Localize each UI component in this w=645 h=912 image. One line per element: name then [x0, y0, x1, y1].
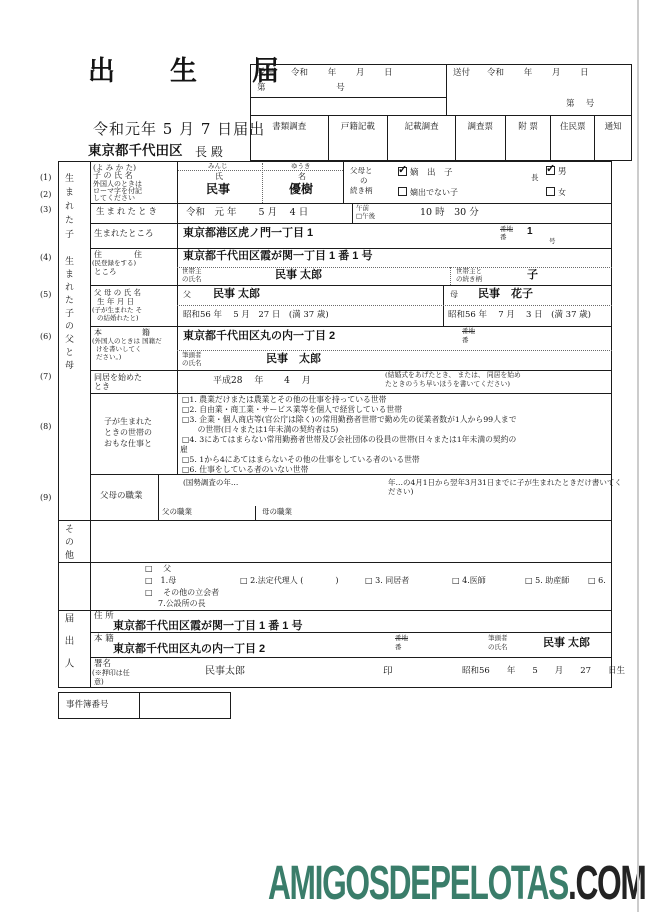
honseki-label-4: ださい。) — [96, 353, 122, 361]
job-divider — [255, 506, 256, 520]
send-date-line: 送付 令和 年 月 日 — [453, 68, 589, 78]
row-line — [90, 474, 612, 475]
born-date-value[interactable]: 令和 元 年 5 月 4 日 — [186, 207, 309, 218]
stamp-entry-check: 記載調査 — [388, 116, 456, 160]
label-column-line-job — [158, 474, 159, 520]
job-label: 父母の職業 — [100, 491, 143, 501]
band-notifier: 届出人 — [62, 613, 74, 681]
row-line — [90, 285, 612, 286]
receipt-date-line: 受理 令和 年 月 日 — [257, 68, 393, 78]
relation-label-1: 父母と — [350, 166, 373, 175]
work-option-4[interactable]: □4. 3にあてはまらない常用勤務者世帯及び会社団体の役員の世帯(日々または1年未満の契約の — [182, 435, 517, 444]
notifier-banchi-struck: 番地 — [395, 634, 408, 642]
cohabit-label-1: 同居を始めた — [94, 373, 142, 382]
margin-number-3: (3) — [40, 205, 52, 214]
honseki-banchi-struck: 番地 — [462, 327, 475, 335]
stamp-notice: 通知 — [604, 122, 622, 132]
margin-number-1: (1) — [40, 173, 52, 182]
margin-number-2: (2) — [40, 190, 52, 199]
notifier-hittousha-label-1: 筆頭者 — [488, 634, 508, 642]
label-column-line — [177, 161, 178, 474]
margin-number-5: (5) — [40, 290, 52, 299]
surname-furigana: みんじ — [208, 162, 228, 170]
banchi-struck: 番地 — [500, 225, 513, 233]
cohabit-note-1: (結婚式をあげたとき、 または、 同居を始め — [385, 371, 521, 379]
checkbox-male-label: 男 — [558, 167, 567, 177]
band-child-parents: 生まれた子の父と母 — [63, 256, 73, 373]
work-option-4-wrap: 雇 — [180, 445, 188, 454]
father-name-value[interactable]: 民事 太郎 — [213, 288, 261, 300]
margin-number-9: (9) — [40, 493, 52, 502]
stamp-document-check: 書類調査 — [251, 116, 329, 160]
filing-date: 令和元年 5 月 7 日届出 — [93, 120, 266, 138]
notifier-honseki-value[interactable]: 東京都千代田区丸の内一丁目 2 — [113, 643, 266, 655]
row-line — [90, 203, 612, 204]
surname-header: 氏 — [215, 172, 223, 181]
relation-label-2: の — [360, 176, 368, 185]
name-label-yomikata: (よ み か た) — [93, 163, 137, 172]
surname-value[interactable]: 民事 — [206, 182, 231, 196]
witness-doctor-option[interactable]: □ 4.医師 — [452, 576, 486, 585]
relation-column-line — [343, 161, 344, 203]
row-line — [58, 562, 612, 563]
work-option-3[interactable]: □3. 企業・個人商店等(官公庁は除く)の常用勤務者世帯で勤め先の従業者数が1人から99人まで — [182, 415, 517, 424]
time-column-line — [352, 203, 353, 223]
address-value[interactable]: 東京都千代田区霞が関一丁目 1 番 1 号 — [183, 250, 373, 262]
ban-label: 番 — [500, 233, 507, 241]
givenname-furigana: ゆうき — [291, 162, 311, 170]
name-label-note1: 外国人のときは — [93, 180, 142, 188]
father-birthdate[interactable]: 昭和56 年 5 月 27 日 (満 37 歳) — [183, 310, 329, 320]
checkbox-female-label: 女 — [558, 188, 566, 197]
seal-label: 印 — [383, 666, 393, 677]
row-line — [90, 223, 612, 224]
receipt-empty-box — [250, 97, 447, 116]
margin-number-7: (7) — [40, 372, 52, 381]
work-option-2[interactable]: □2. 自由業・商工業・サービス業等を個人で経営している世帯 — [182, 405, 403, 414]
honseki-label-1: 本 籍 — [94, 328, 150, 337]
father-label: 父 — [183, 290, 191, 299]
born-where-value[interactable]: 東京都港区虎ノ門一丁目 1 — [183, 227, 314, 239]
relation-label-3: 続き柄 — [350, 186, 373, 195]
stamp-resident-record: 住民票 — [551, 116, 595, 160]
checkbox-legitimate-icon[interactable] — [398, 167, 407, 176]
householder-relation-label-1: 世帯主と — [456, 267, 482, 275]
work-option-1[interactable]: □1. 農業だけまたは農業とその他の仕事を持っている世帯 — [182, 395, 387, 404]
witness-other-attendant-option[interactable]: □ その他の立会者 — [145, 588, 220, 597]
checkbox-male[interactable] — [546, 166, 567, 177]
stamp-survey-slip: 調査票 — [456, 116, 506, 160]
job-note-right-2: ださい) — [388, 487, 414, 496]
witness-mother-option[interactable]: □ 1.母 — [145, 576, 177, 585]
born-where-label: 生まれたところ — [94, 229, 154, 239]
send-number-line: 第 号 — [566, 99, 595, 109]
pm-option[interactable]: □午後 — [356, 212, 376, 220]
name-cell-divider — [262, 163, 263, 203]
work-option-6[interactable]: □6. 仕事をしている者のいない世帯 — [182, 465, 309, 474]
witness-father-option[interactable]: □ 父 — [145, 564, 172, 573]
case-number-value-box[interactable] — [139, 692, 231, 719]
go-label: 号 — [549, 237, 556, 245]
am-option[interactable]: 午前 — [356, 204, 369, 212]
notifier-honseki-label: 本 籍 — [94, 634, 114, 644]
watermark-green: AMIGOSDEPELOTAS — [268, 857, 568, 910]
band-born-child: 生まれた子 — [63, 173, 73, 243]
page-edge-line — [637, 0, 639, 912]
parents-label-2: 生 年 月 日 — [97, 297, 135, 306]
checkbox-not-legitimate-icon[interactable] — [398, 187, 407, 196]
checkbox-male-icon[interactable] — [546, 166, 555, 175]
checkbox-female-icon[interactable] — [546, 187, 555, 196]
notifier-address-label: 住 所 — [94, 611, 114, 621]
witness-cohabitant-option[interactable]: □ 3. 同居者 — [365, 576, 410, 585]
row-line — [90, 657, 612, 658]
honseki-label-2: (外国人のときは 国籍だ — [92, 337, 162, 345]
householder-label-1: 世帯主 — [182, 267, 202, 275]
hittousha-label-2: の氏名 — [182, 359, 202, 367]
born-time-value[interactable]: 10 時 30 分 — [420, 207, 479, 218]
honseki-label-3: けを書いしてく — [96, 345, 142, 353]
row-line — [90, 632, 612, 633]
stamp-koseki-entry: 戸籍記載 — [329, 116, 389, 160]
name-label-child-name: 子 の 氏 名 — [93, 171, 133, 180]
witness-6-option[interactable]: □ 6. — [588, 576, 606, 585]
watermark — [268, 856, 645, 911]
row-line — [90, 248, 612, 249]
hittousha-name-value[interactable]: 民事 太郎 — [266, 353, 321, 365]
mother-job-label: 母の職業 — [262, 507, 292, 516]
band-other: その他 — [63, 524, 73, 563]
mother-label: 母 — [450, 290, 458, 299]
work-option-5[interactable]: □5. 1から4にあてはまらないその他の仕事をしている者のいる世帯 — [182, 455, 420, 464]
checkbox-legitimate-label: 嫡 出 子 — [410, 168, 453, 178]
receipt-number-line: 第 号 — [257, 83, 345, 93]
parents-label-4: の結婚れたと) — [97, 314, 139, 322]
checkbox-female[interactable] — [546, 187, 566, 197]
parents-label-1: 父 母 の 氏 名 — [94, 288, 142, 297]
work-option-3-wrap: の世帯(日々または1年未満の契約者は5) — [182, 425, 339, 434]
notifier-hittousha-value[interactable]: 民事 太郎 — [543, 637, 591, 649]
recipient-suffix: 長 殿 — [195, 145, 223, 159]
householder-label-2: の氏名 — [182, 275, 202, 283]
checkbox-legitimate[interactable] — [398, 167, 453, 178]
job-note-right-1: 年…の4月1日から翌年3月31日までに子が生まれたときだけ書いてく — [388, 478, 622, 487]
band-column-line — [90, 161, 91, 688]
margin-number-6: (6) — [40, 332, 52, 341]
signature-label: 署名 — [94, 659, 112, 669]
recipient-ward: 東京都千代田区 — [88, 143, 183, 158]
born-when-label: 生まれたとき — [96, 207, 160, 217]
householder-relation-label-2: の続き柄 — [456, 275, 482, 283]
witness-legal-rep-option[interactable]: □ 2.法定代理人 ( ) — [240, 576, 339, 585]
work-label-1: 子が生まれた — [104, 417, 152, 426]
honseki-ban-label: 番 — [462, 336, 469, 344]
row-line — [90, 393, 612, 394]
address-underline — [177, 267, 612, 268]
row-line — [90, 370, 612, 371]
parents-label-3: (子が生まれた そ — [92, 306, 143, 314]
work-label-2: ときの世帯の — [104, 428, 152, 437]
householder-name-value[interactable]: 民事 太郎 — [275, 269, 323, 281]
mother-name-value[interactable]: 民事 花子 — [478, 288, 533, 300]
mother-birthdate[interactable]: 昭和56 年 7 月 3 日 (満 37 歳) — [448, 310, 591, 320]
honseki-value[interactable]: 東京都千代田区丸の内一丁目 2 — [183, 330, 336, 342]
row-line — [58, 610, 612, 611]
honseki-underline — [177, 350, 612, 351]
margin-number-4: (4) — [40, 253, 52, 262]
name-label-note2: ローマ字を付記 — [93, 187, 142, 195]
cohabit-label-2: とき — [94, 382, 110, 391]
householder-relation-value[interactable]: 子 — [527, 269, 538, 281]
parents-name-underline — [177, 305, 612, 306]
signature-note-2: 意) — [94, 678, 104, 686]
cohabit-note-2: たときのうち早いほうを書いてください) — [385, 380, 510, 388]
row-line — [58, 520, 612, 521]
margin-number-8: (8) — [40, 422, 52, 431]
notifier-hittousha-label-2: の氏名 — [488, 643, 508, 651]
furigana-underline — [178, 170, 343, 171]
hittousha-label-1: 筆頭者 — [182, 351, 202, 359]
page-title: 出 生 届 — [88, 56, 293, 87]
givenname-value[interactable]: 優樹 — [289, 182, 314, 196]
job-note-left: (国勢調査の年… — [183, 478, 239, 487]
case-number-label: 事件簿番号 — [66, 700, 109, 710]
witness-midwife-option[interactable]: □ 5. 助産師 — [525, 576, 570, 585]
notifier-address-value[interactable]: 東京都千代田区霞が関一丁目 1 番 1 号 — [113, 620, 303, 632]
signature-note-1: (※押印は任 — [92, 669, 130, 677]
work-label-3: おもな仕事と — [104, 439, 152, 448]
signature-value[interactable]: 民事太郎 — [205, 666, 245, 677]
birth-order-label: 長 — [531, 173, 539, 182]
givenname-header: 名 — [298, 172, 306, 181]
address-label-2: (民登録をする) — [92, 259, 137, 267]
row-line — [90, 326, 612, 327]
address-label-1: 住 住 — [94, 250, 142, 259]
watermark-dark: .COM — [567, 857, 645, 910]
ban-number-value[interactable]: 1 — [527, 226, 533, 237]
signer-birthdate[interactable]: 昭和56 年 5 月 27 日生 — [462, 666, 626, 676]
checkbox-not-legitimate[interactable] — [398, 187, 458, 197]
checkbox-not-legitimate-label: 嫡出でない子 — [410, 188, 458, 197]
notifier-ban-label: 番 — [395, 643, 402, 651]
cohabit-date-value[interactable]: 平成28 年 4 月 — [213, 376, 311, 386]
address-label-3: ところ — [94, 267, 117, 276]
witness-public-facility-option[interactable]: 7.公設所の長 — [158, 599, 206, 608]
name-label-note3: してください — [93, 194, 135, 202]
stamp-fuhyo: 附 票 — [506, 116, 552, 160]
householder-divider — [450, 267, 451, 285]
stamp-cells — [250, 115, 632, 161]
father-job-label: 父の職業 — [162, 507, 192, 516]
